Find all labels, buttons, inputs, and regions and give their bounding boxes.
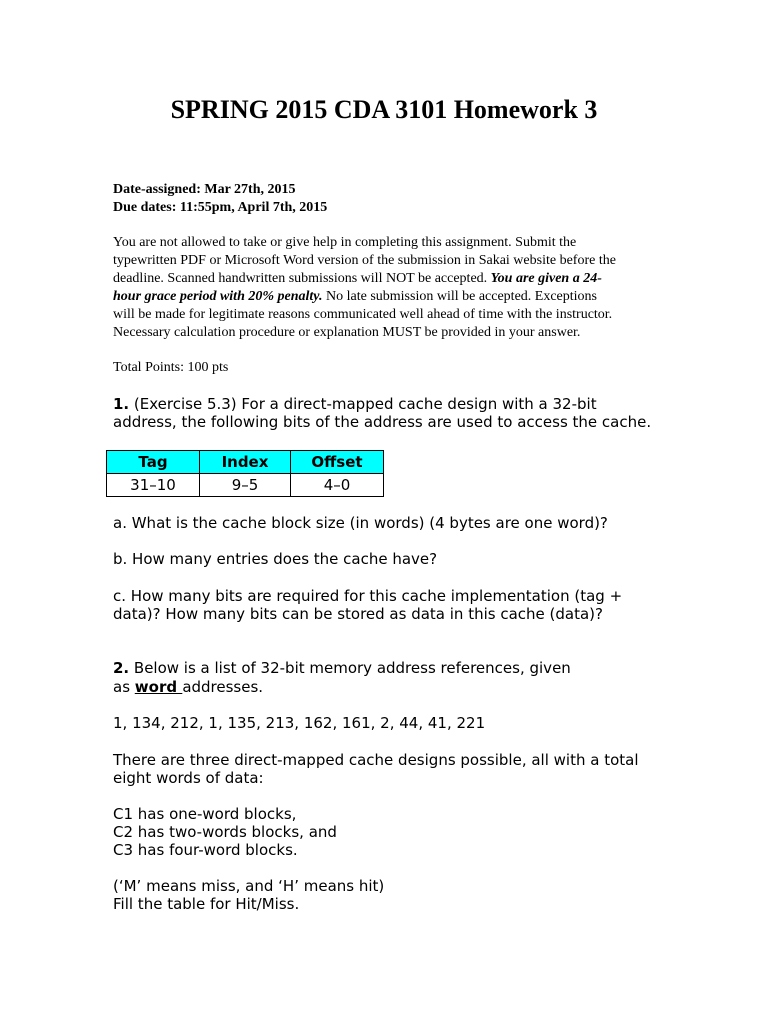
q1-line2: address, the following bits of the address are used to access the cache. xyxy=(113,413,652,431)
fill-table-instruction: Fill the table for Hit/Miss. xyxy=(113,895,300,913)
q2-text: Below is a list of 32-bit memory address references, given xyxy=(129,659,571,677)
offset-bits-cell: 4–0 xyxy=(291,474,384,497)
page-title: SPRING 2015 CDA 3101 Homework 3 xyxy=(170,95,598,124)
instructions-text: deadline. Scanned handwritten submissions will NOT be accepted. xyxy=(113,271,491,286)
cache-design-c1: C1 has one-word blocks, xyxy=(113,805,297,823)
grace-period-emphasis: You are given a 24- xyxy=(490,271,602,286)
q1-part-b: b. How many entries does the cache have? xyxy=(113,550,438,568)
dates-block xyxy=(113,181,327,217)
q1-line1 xyxy=(113,395,597,414)
index-header: Index xyxy=(200,451,291,474)
instructions-line: typewritten PDF or Microsoft Word version of the submission in Sakai website before the xyxy=(113,253,616,268)
q1-part-c-line2: data)? How many bits can be stored as data in this cache (data)? xyxy=(113,605,603,623)
offset-header: Offset xyxy=(291,451,384,474)
address-list: 1, 134, 212, 1, 135, 213, 162, 161, 2, 44, 41, 221 xyxy=(113,714,486,732)
cache-design-c2: C2 has two-words blocks, and xyxy=(113,823,337,841)
q2-designs-line1: There are three direct-mapped cache designs possible, all with a total xyxy=(113,751,639,769)
q2-text: as xyxy=(113,678,135,696)
instructions-line xyxy=(113,288,673,306)
instructions-paragraph xyxy=(113,234,673,342)
total-points: Total Points: 100 pts xyxy=(113,360,229,375)
q1-text: (Exercise 5.3) For a direct-mapped cache design with a 32-bit xyxy=(129,395,597,413)
q2-number: 2. xyxy=(113,659,130,677)
address-bits-table xyxy=(106,450,384,497)
q1-number: 1. xyxy=(113,395,130,413)
cache-design-c3: C3 has four-word blocks. xyxy=(113,841,298,859)
instructions-line: will be made for legitimate reasons communicated well ahead of time with the instructor. xyxy=(113,307,613,322)
date-assigned: Date-assigned: Mar 27th, 2015 xyxy=(113,182,296,197)
instructions-line: Necessary calculation procedure or explanation MUST be provided in your answer. xyxy=(113,325,581,340)
grace-period-emphasis: hour grace period with 20% penalty. xyxy=(113,289,323,304)
table-header-row xyxy=(107,451,384,474)
tag-bits-cell: 31–10 xyxy=(107,474,200,497)
q2-line1 xyxy=(113,659,571,678)
index-bits-cell: 9–5 xyxy=(200,474,291,497)
word-emphasis: word xyxy=(134,678,183,696)
hit-miss-legend: (‘M’ means miss, and ‘H’ means hit) xyxy=(113,877,385,895)
tag-header: Tag xyxy=(107,451,200,474)
q2-line2 xyxy=(113,678,263,697)
instructions-text: No late submission will be accepted. Exceptions xyxy=(322,289,597,304)
instructions-line xyxy=(113,270,673,288)
due-date: Due dates: 11:55pm, April 7th, 2015 xyxy=(113,200,328,215)
instructions-line: You are not allowed to take or give help in completing this assignment. Submit the xyxy=(113,235,577,250)
q1-part-c-line1: c. How many bits are required for this cache implementation (tag + xyxy=(113,587,623,605)
q2-text: addresses. xyxy=(182,678,264,696)
q1-part-a: a. What is the cache block size (in words) (4 bytes are one word)? xyxy=(113,514,608,532)
q2-designs-line2: eight words of data: xyxy=(113,769,264,787)
table-row xyxy=(107,474,384,497)
